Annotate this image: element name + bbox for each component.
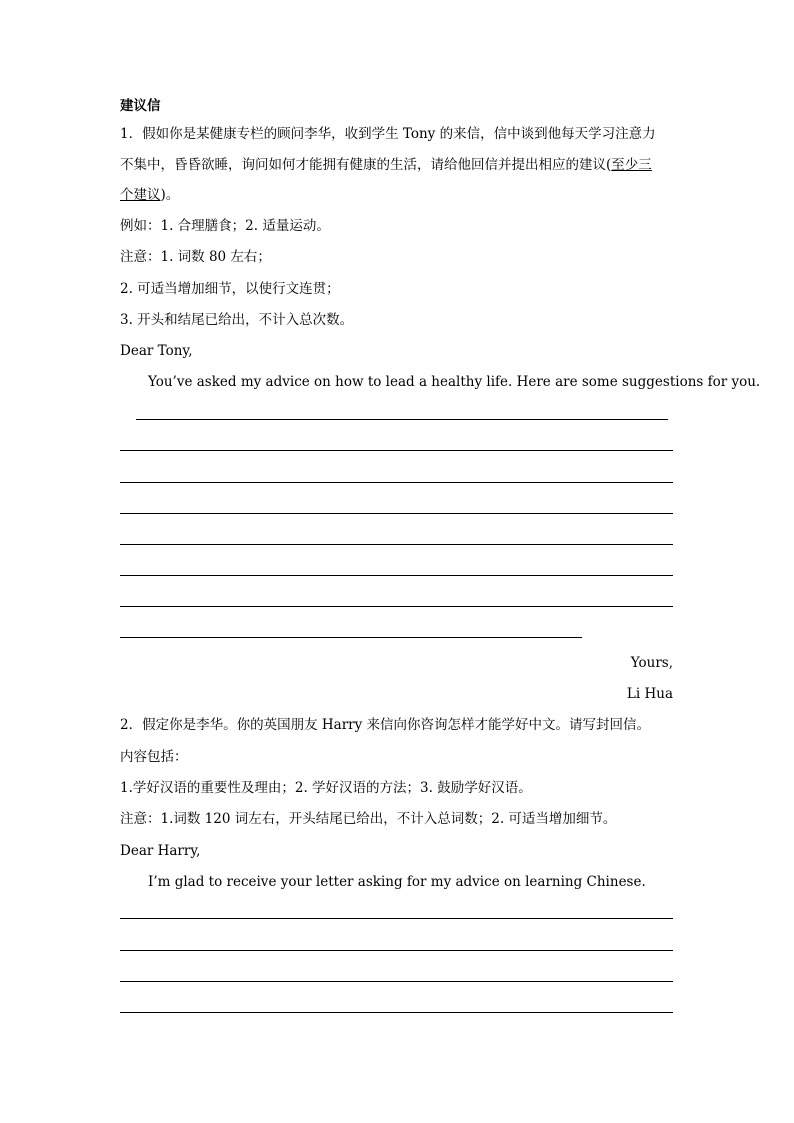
q1-writing-line[interactable] — [120, 544, 673, 545]
q2-content-points: 1.学好汉语的重要性及理由；2. 学好汉语的方法；3. 鼓励学好汉语。 — [120, 780, 532, 796]
q1-writing-line[interactable] — [136, 419, 668, 420]
q1-opening-sentence: You’ve asked my advice on how to lead a healthy life. Here are some suggestions for you. — [148, 374, 761, 390]
q1-note-1: 注意：1. 词数 80 左右； — [120, 249, 271, 265]
q2-writing-line[interactable] — [120, 981, 673, 982]
q1-closing: Yours, — [630, 655, 673, 671]
q2-opening-sentence: I’m glad to receive your letter asking for my advice on learning Chinese. — [148, 874, 646, 890]
q2-prompt-line1: 2．假定你是李华。你的英国朋友 Harry 来信向你咨询怎样才能学好中文。请写封回信。 — [120, 717, 651, 733]
q2-note: 注意：1.词数 120 词左右，开头结尾已给出，不计入总词数；2. 可适当增加细节。 — [120, 811, 617, 827]
q2-writing-line[interactable] — [120, 1012, 673, 1013]
q1-prompt-line2 — [120, 156, 674, 174]
q1-prompt-line3-text: )。 — [160, 187, 180, 203]
q1-writing-line[interactable] — [120, 575, 673, 576]
q1-prompt-line3-underlined: 个建议 — [120, 187, 161, 203]
q2-greeting: Dear Harry, — [120, 843, 201, 859]
q1-writing-line[interactable] — [120, 450, 673, 451]
q1-note-3: 3. 开头和结尾已给出，不计入总次数。 — [120, 312, 354, 328]
q1-prompt-line1: 1．假如你是某健康专栏的顾问李华，收到学生 Tony 的来信，信中谈到他每天学习注意力 — [120, 126, 656, 142]
section-title: 建议信 — [120, 98, 161, 114]
q1-writing-line[interactable] — [120, 482, 673, 483]
q1-note-2: 2. 可适当增加细节，以使行文连贯； — [120, 281, 340, 297]
q2-content-label: 内容包括： — [120, 749, 188, 765]
q1-prompt-line2-text: 不集中，昏昏欲睡，询问如何才能拥有健康的生活，请给他回信并提出相应的建议( — [120, 157, 612, 173]
q1-prompt-line2-underlined: 至少三 — [611, 157, 652, 173]
q1-example: 例如：1. 合理膳食；2. 适量运动。 — [120, 218, 330, 234]
q1-writing-line[interactable] — [120, 513, 673, 514]
q1-signature: Li Hua — [626, 686, 673, 702]
q2-writing-line[interactable] — [120, 950, 673, 951]
q1-prompt-line3 — [120, 186, 674, 204]
q2-writing-line[interactable] — [120, 918, 673, 919]
q1-greeting: Dear Tony, — [120, 343, 193, 359]
q1-writing-line[interactable] — [120, 606, 673, 607]
q1-writing-line[interactable] — [120, 637, 582, 638]
